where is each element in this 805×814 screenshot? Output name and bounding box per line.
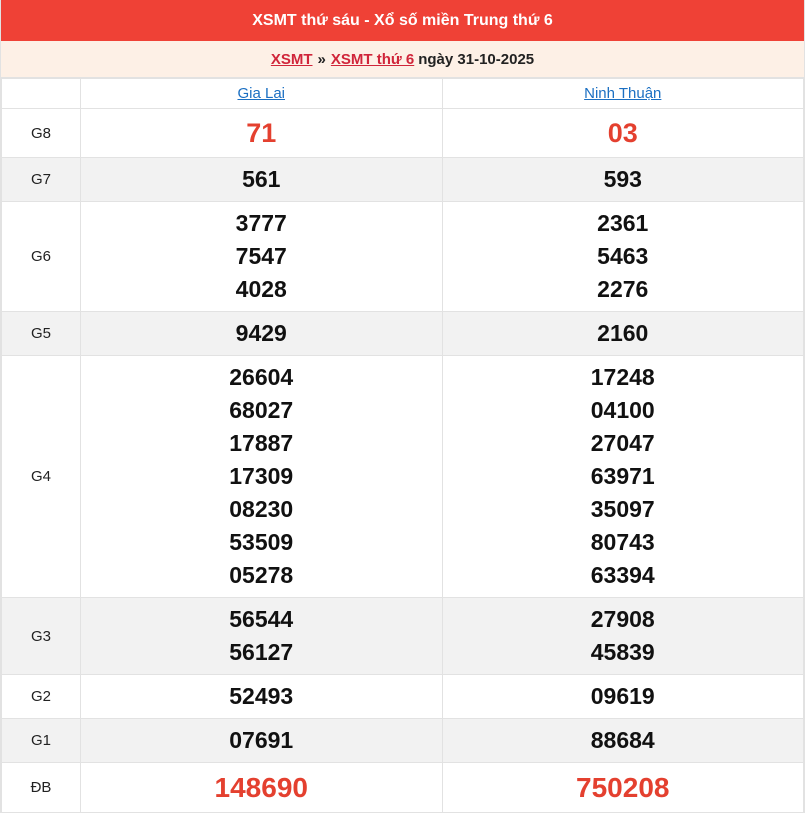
prize-cell <box>81 598 443 675</box>
prize-row-g6 <box>2 202 804 312</box>
prize-label: ĐB <box>2 763 81 813</box>
prize-number: 35097 <box>590 496 655 522</box>
prize-number: 3777 <box>235 210 287 236</box>
prize-cell <box>81 312 443 356</box>
prize-number: 07691 <box>229 727 294 753</box>
breadcrumb-separator: » <box>317 50 326 68</box>
prize-cell <box>81 109 443 158</box>
prize-number: 53509 <box>229 529 294 555</box>
draw-date: ngày 31-10-2025 <box>418 50 535 68</box>
prize-number: 5463 <box>597 243 649 269</box>
prize-label: G6 <box>2 202 81 312</box>
special-prize-number: 750208 <box>576 771 670 803</box>
prize-number: 56544 <box>229 606 294 632</box>
breadcrumb <box>1 41 804 78</box>
page-title: XSMT thứ sáu - Xổ số miền Trung thứ 6 <box>1 0 804 41</box>
prize-cell <box>442 356 804 598</box>
prize-number: 71 <box>246 117 277 148</box>
prize-number: 27908 <box>590 606 655 632</box>
prize-number: 08230 <box>229 496 294 522</box>
prize-cell <box>442 719 804 763</box>
prize-cell <box>442 598 804 675</box>
prize-number: 17887 <box>229 430 294 456</box>
breadcrumb-link-xsmt-thu-6[interactable]: XSMT thứ 6 <box>330 50 415 68</box>
prize-row-g8 <box>2 109 804 158</box>
prize-cell <box>81 158 443 202</box>
prize-row-db <box>2 763 804 813</box>
prize-number: 04100 <box>590 397 655 423</box>
prize-label: G7 <box>2 158 81 202</box>
prize-number: 88684 <box>590 727 655 753</box>
results-table <box>1 78 804 813</box>
prize-cell <box>442 202 804 312</box>
prize-cell <box>81 202 443 312</box>
prize-cell <box>81 356 443 598</box>
prize-cell <box>442 109 804 158</box>
prize-label: G8 <box>2 109 81 158</box>
prize-cell <box>81 675 443 719</box>
prize-cell <box>442 158 804 202</box>
prize-label: G3 <box>2 598 81 675</box>
prize-number: 2276 <box>597 276 649 302</box>
province-header-ninh-thuan <box>442 79 804 109</box>
special-prize-number: 148690 <box>214 771 308 803</box>
prize-number: 26604 <box>229 364 294 390</box>
prize-row-g3 <box>2 598 804 675</box>
prize-cell <box>442 312 804 356</box>
province-link-gia-lai[interactable]: Gia Lai <box>237 85 286 102</box>
header-empty-cell <box>2 79 81 109</box>
province-link-ninh-thuan[interactable]: Ninh Thuận <box>584 85 662 102</box>
prize-row-g4 <box>2 356 804 598</box>
prize-number: 9429 <box>235 320 287 346</box>
prize-number: 45839 <box>590 639 655 665</box>
prize-row-g2 <box>2 675 804 719</box>
prize-number: 63971 <box>590 463 655 489</box>
prize-number: 593 <box>603 166 642 192</box>
prize-number: 68027 <box>229 397 294 423</box>
prize-number: 05278 <box>229 562 294 588</box>
prize-cell <box>81 719 443 763</box>
prize-label: G2 <box>2 675 81 719</box>
prize-number: 2361 <box>597 210 649 236</box>
prize-number: 80743 <box>590 529 655 555</box>
prize-number: 17248 <box>590 364 655 390</box>
prize-number: 4028 <box>235 276 287 302</box>
prize-cell <box>442 763 804 813</box>
prize-label: G1 <box>2 719 81 763</box>
prize-row-g7 <box>2 158 804 202</box>
prize-number: 09619 <box>590 683 655 709</box>
prize-row-g1 <box>2 719 804 763</box>
prize-number: 56127 <box>229 639 294 665</box>
breadcrumb-link-xsmt[interactable]: XSMT <box>270 50 313 68</box>
prize-number: 03 <box>607 117 638 148</box>
prize-label: G5 <box>2 312 81 356</box>
prize-number: 7547 <box>235 243 287 269</box>
table-header-row <box>2 79 804 109</box>
prize-cell <box>81 763 443 813</box>
prize-number: 561 <box>242 166 281 192</box>
prize-number: 2160 <box>597 320 649 346</box>
prize-row-g5 <box>2 312 804 356</box>
prize-cell <box>442 675 804 719</box>
prize-number: 63394 <box>590 562 655 588</box>
prize-number: 52493 <box>229 683 294 709</box>
province-header-gia-lai <box>81 79 443 109</box>
prize-number: 17309 <box>229 463 294 489</box>
prize-number: 27047 <box>590 430 655 456</box>
prize-label: G4 <box>2 356 81 598</box>
